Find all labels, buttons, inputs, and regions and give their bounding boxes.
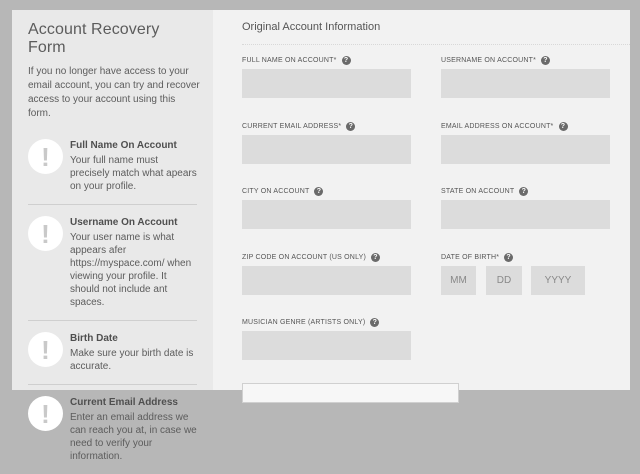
exclamation-icon: ! <box>28 332 63 367</box>
city-label: CITY ON ACCOUNT ? <box>242 187 323 196</box>
dob-day-input[interactable]: DD <box>486 266 522 295</box>
sidebar-title: Account Recovery Form <box>28 21 160 56</box>
dob-label: DATE OF BIRTH* ? <box>441 253 513 262</box>
city-input[interactable] <box>242 200 411 229</box>
tip-current-email <box>28 385 197 474</box>
help-icon[interactable]: ? <box>504 253 513 262</box>
tip-title: Full Name On Account <box>70 140 177 151</box>
section-title: Original Account Information <box>242 21 381 33</box>
form-area <box>213 10 630 390</box>
help-icon[interactable]: ? <box>370 318 379 327</box>
full-name-label: FULL NAME ON ACCOUNT* ? <box>242 56 351 65</box>
help-icon[interactable]: ? <box>559 122 568 131</box>
recovery-page <box>12 10 630 462</box>
zip-input[interactable] <box>242 266 411 295</box>
dob-month-input[interactable]: MM <box>441 266 476 295</box>
email-on-account-label: EMAIL ADDRESS ON ACCOUNT* ? <box>441 122 568 131</box>
tip-title: Username On Account <box>70 217 178 228</box>
genre-label: MUSICIAN GENRE (ARTISTS ONLY) ? <box>242 318 379 327</box>
exclamation-icon: ! <box>28 139 63 174</box>
tip-title: Birth Date <box>70 333 118 344</box>
help-icon[interactable]: ? <box>342 56 351 65</box>
tip-description: Enter an email address we can reach you at, in case we need to verify your information. <box>70 412 197 462</box>
zip-label: ZIP CODE ON ACCOUNT (US ONLY) ? <box>242 253 380 262</box>
next-field-partial[interactable] <box>242 383 459 403</box>
current-email-input[interactable] <box>242 135 411 164</box>
full-name-input[interactable] <box>242 69 411 98</box>
help-icon[interactable]: ? <box>541 56 550 65</box>
tip-description: Your user name is what appears afer https://myspace.com/ when viewing your profile. It should not include ant spaces. <box>70 232 192 308</box>
tip-username <box>28 205 197 321</box>
dob-year-input[interactable]: YYYY <box>531 266 585 295</box>
help-icon[interactable]: ? <box>314 187 323 196</box>
email-on-account-input[interactable] <box>441 135 610 164</box>
exclamation-icon: ! <box>28 216 63 251</box>
state-label: STATE ON ACCOUNT ? <box>441 187 528 196</box>
tip-birth-date <box>28 321 197 385</box>
state-input[interactable] <box>441 200 610 229</box>
tip-title: Current Email Address <box>70 397 178 408</box>
username-label: USERNAME ON ACCOUNT* ? <box>441 56 550 65</box>
genre-input[interactable] <box>242 331 411 360</box>
section-divider <box>242 44 630 45</box>
exclamation-icon: ! <box>28 396 63 431</box>
tip-description: Your full name must precisely match what apears on your profile. <box>70 155 197 192</box>
sidebar <box>12 10 213 462</box>
tip-description: Make sure your birth date is accurate. <box>70 348 194 372</box>
tip-full-name <box>28 128 197 205</box>
sidebar-intro: If you no longer have access to your email account, you can try and recover access to your account using this form. <box>28 66 200 119</box>
help-icon[interactable]: ? <box>519 187 528 196</box>
username-input[interactable] <box>441 69 610 98</box>
current-email-label: CURRENT EMAIL ADDRESS* ? <box>242 122 355 131</box>
help-icon[interactable]: ? <box>346 122 355 131</box>
help-icon[interactable]: ? <box>371 253 380 262</box>
